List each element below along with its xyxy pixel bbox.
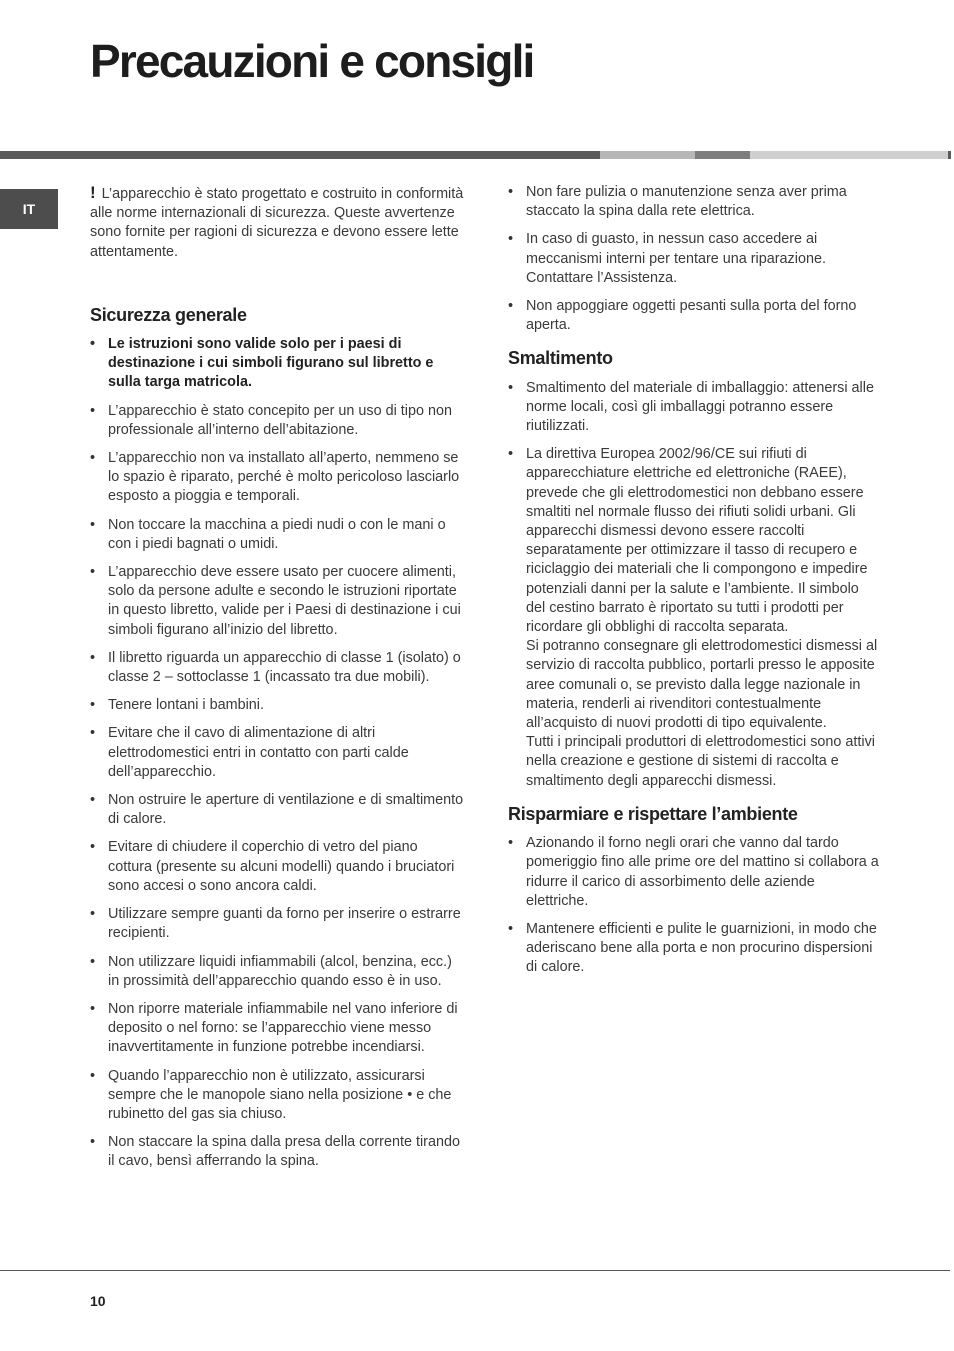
- raee-paragraph: Tutti i principali produttori di elettrodomestici sono attivi nella creazione e gestione di sistemi di raccolta e smaltimento degli apparecchi dismessi.: [526, 734, 875, 789]
- right-column: [508, 183, 880, 992]
- list-item: • Non ostruire le aperture di ventilazione e di smaltimento di calore.: [90, 791, 465, 829]
- list-item: • L’apparecchio deve essere usato per cuocere alimenti, solo da persone adulte e secondo le istruzioni riportate in questo libretto, valide per i Paesi di destinazione i cui simboli figurano all’inizio del libretto.: [90, 563, 465, 640]
- raee-paragraph: • La direttiva Europea 2002/96/CE sui rifiuti di apparecchiature elettriche ed elettroniche (RAEE), prevede che gli elettrodomestici non debbano essere smaltiti nel normale flusso dei rifiuti solidi urbani. Gli apparecchi dismessi devono essere raccolti separatamente per ottimizzare il tasso di recupero e riciclaggio dei materiali che li compongono e impedire potenziali danni per la salute e l’ambiente. Il simbolo del cestino barrato è riportato su tutti i prodotti per ricordare gli obblighi di raccolta separata.: [526, 446, 868, 636]
- list-item: • Non riporre materiale infiammabile nel vano inferiore di deposito o nel forno: se l’apparecchio viene messo inavvertitamente in funzione potrebbe incendiarsi.: [90, 1000, 465, 1058]
- intro-text: L’apparecchio è stato progettato e costruito in conformità alle norme internazionali di sicurezza. Queste avvertenze sono fornite per ragioni di sicurezza e devono essere lette attentamente.: [90, 186, 464, 260]
- header-rule-pale: [750, 151, 948, 159]
- warning-icon: !: [90, 183, 96, 202]
- list-item: • Tenere lontani i bambini.: [90, 696, 465, 715]
- risparmio-list: [508, 834, 880, 977]
- list-item: • Evitare di chiudere il coperchio di vetro del piano cottura (presente su alcuni modelli) quando i bruciatori sono accesi o sono ancora caldi.: [90, 838, 465, 896]
- sicurezza-list: [90, 335, 465, 1172]
- footer-rule: [0, 1270, 950, 1271]
- list-item: • In caso di guasto, in nessun caso accedere ai meccanismi interni per tentare una riparazione. Contattare l’Assistenza.: [508, 230, 880, 288]
- list-item: • Non utilizzare liquidi infiammabili (alcol, benzina, ecc.) in prossimità dell’apparecchio quando esso è in uso.: [90, 953, 465, 991]
- list-item: • Utilizzare sempre guanti da forno per inserire o estrarre recipienti.: [90, 905, 465, 943]
- list-item: • L’apparecchio non va installato all’aperto, nemmeno se lo spazio è riparato, perché è molto pericoloso lasciarlo esposto a pioggia e temporali.: [90, 449, 465, 507]
- list-item: • Quando l’apparecchio non è utilizzato, assicurarsi sempre che le manopole siano nella posizione • e che rubinetto del gas sia chiuso.: [90, 1067, 465, 1125]
- page-number: 10: [90, 1293, 106, 1309]
- raee-paragraph: Si potranno consegnare gli elettrodomestici dismessi al servizio di raccolta pubblico, portarli presso le apposite aree comunali o, se previsto dalla legge nazionale in materia, renderli ai rivenditori contestualmente all’acquisto di nuovi prodotti di tipo equivalente.: [526, 638, 878, 732]
- list-item: • Non staccare la spina dalla presa della corrente tirando il cavo, bensì afferrando la spina.: [90, 1133, 465, 1171]
- section-heading-sicurezza: Sicurezza generale: [90, 304, 247, 325]
- header-rule-end: [948, 151, 951, 159]
- page-title: Precauzioni e consigli: [90, 35, 534, 87]
- list-item: • Evitare che il cavo di alimentazione di altri elettrodomestici entri in contatto con parti calde dell’apparecchio.: [90, 724, 465, 782]
- list-item: [508, 445, 880, 791]
- list-item: • Mantenere efficienti e pulite le guarnizioni, in modo che aderiscano bene alla porta e non procurino dispersioni di calore.: [508, 920, 880, 978]
- smaltimento-list: [508, 379, 880, 791]
- list-item: • Il libretto riguarda un apparecchio di classe 1 (isolato) o classe 2 – sottoclasse 1 (incassato tra due mobili).: [90, 649, 465, 687]
- list-item: • Non fare pulizia o manutenzione senza aver prima staccato la spina dalla rete elettrica.: [508, 183, 880, 221]
- header-rule-light: [600, 151, 695, 159]
- section-heading-smaltimento: Smaltimento: [508, 348, 613, 369]
- list-item: • Azionando il forno negli orari che vanno dal tardo pomeriggio fino alle prime ore del mattino si collabora a ridurre il carico di assorbimento delle aziende elettriche.: [508, 834, 880, 911]
- language-tab: IT: [0, 189, 58, 229]
- list-item: • Non toccare la macchina a piedi nudi o con le mani o con i piedi bagnati o umidi.: [90, 516, 465, 554]
- list-item: • L’apparecchio è stato concepito per un uso di tipo non professionale all’interno dell’abitazione.: [90, 402, 465, 440]
- list-item: • Non appoggiare oggetti pesanti sulla porta del forno aperta.: [508, 297, 880, 335]
- header-rule-dark: [0, 151, 600, 159]
- header-rule-mid: [695, 151, 750, 159]
- section-heading-risparmio: Risparmiare e rispettare l’ambiente: [508, 803, 798, 824]
- intro-warning: [90, 183, 465, 262]
- sicurezza-list-continued: [508, 183, 880, 335]
- list-item: • Smaltimento del materiale di imballaggio: attenersi alle norme locali, così gli imballaggi potranno essere riutilizzati.: [508, 379, 880, 437]
- list-item: • Le istruzioni sono valide solo per i paesi di destinazione i cui simboli figurano sul libretto e sulla targa matricola.: [90, 335, 465, 393]
- left-column: [90, 183, 465, 1181]
